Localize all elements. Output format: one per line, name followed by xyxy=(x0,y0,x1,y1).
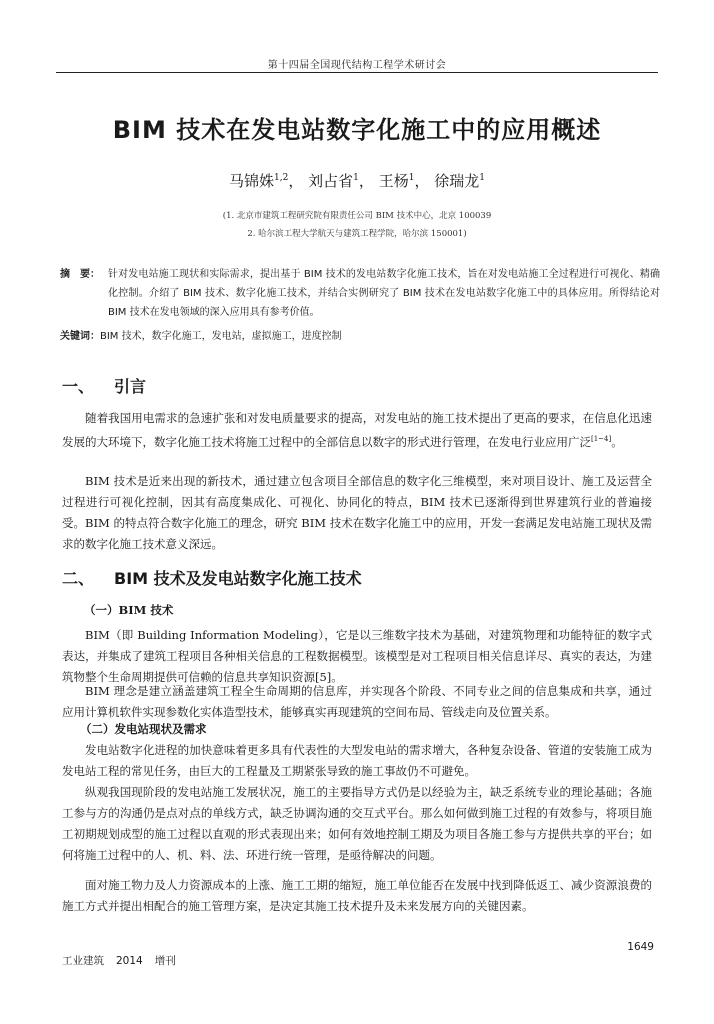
paragraph: 纵观我国现阶段的发电站施工发展状况，施工的主要指导方式仍是以经验为主，缺乏系统专业的理论基础；各施工参与方的沟通仍是点对点的单线方式，缺乏协调沟通的交互式平台。那么如何做到施工过程的有效参与，将项目施工初期规划成型的施工过程以直观的形式表现出来；如何有效地控制工期及为项目各施工参与方提供共享的平台；如何将施工过程中的人、机、料、法、环进行统一管理，是亟待解决的问题。 xyxy=(62,785,652,862)
journal-year: 2014 xyxy=(116,955,143,967)
paragraph: BIM 理念是建立涵盖建筑工程全生命周期的信息库，并实现各个阶段、不同专业之间的信息集成和共享，通过应用计算机软件实现参数化实体造型技术，能够真实再现建筑的空间布局、管线走向及位置关系。 xyxy=(62,684,652,719)
author-name: 王杨 xyxy=(378,172,409,190)
paragraph-text: 随着我国用电需求的急速扩张和对发电质量要求的提高，对发电站的施工技术提出了更高的要求，在信息化迅速发展的大环境下，数字化施工技术将施工过程中的全部信息以数字的形式进行管理，在发电行业应用广泛 xyxy=(62,411,652,449)
author-affil-mark: 1 xyxy=(408,173,415,183)
citation: [1~4] xyxy=(591,435,612,443)
section-title: 引言 xyxy=(114,377,147,396)
author-affil-mark: 1,2 xyxy=(274,173,289,183)
author-separator: ， xyxy=(414,172,430,190)
section-number: 二、 xyxy=(62,569,95,588)
subsection-heading-bim: （一）BIM 技术 xyxy=(84,603,174,617)
page-number: 1649 xyxy=(627,941,654,953)
author-name: 马锦姝 xyxy=(229,172,275,190)
running-head: 第十四届全国现代结构工程学术研讨会 xyxy=(267,60,447,71)
section-number: 一、 xyxy=(62,377,95,396)
paragraph: 面对施工物力及人力资源成本的上涨、施工工期的缩短，施工单位能否在发展中找到降低返工、减少资源浪费的施工方式并提出相配合的施工管理方案，是决定其施工技术提升及未来发展方向的关键因素。 xyxy=(62,878,652,913)
journal-name: 工业建筑 xyxy=(62,955,104,967)
keywords xyxy=(60,327,660,342)
paragraph: BIM 技术是近来出现的新技术，通过建立包含项目全部信息的数字化三维模型，来对项目设计、施工及运营全过程进行可视化控制，因其有高度集成化、可视化、协同化的特点，BIM 技术已逐渐得到世界建筑行业的普遍接受。BIM 的特点符合数字化施工的理念，研究 BIM 技术在数字化施工中的应用，开发一套满足发电站施工现状及需求的数字化施工技术意义深远。 xyxy=(62,474,652,551)
abstract-label: 摘 要： xyxy=(60,269,100,280)
keywords-label: 关键词： xyxy=(60,331,100,342)
journal-issue: 增刊 xyxy=(154,955,176,967)
section-title: BIM 技术及发电站数字化施工技术 xyxy=(114,569,362,588)
author-line xyxy=(0,170,714,191)
author-separator: ， xyxy=(288,172,304,190)
footer-journal xyxy=(62,953,188,968)
author-affil-mark: 1 xyxy=(479,173,485,183)
paragraph: 发电站数字化进程的加快意味着更多具有代表性的大型发电站的需求增大，各种复杂设备、管道的安装施工成为发电站工程的常见任务，由巨大的工程量及工期紧张导致的施工事故仍不可避免。 xyxy=(62,743,652,778)
affiliation-2: 2. 哈尔滨工程大学航天与建筑工程学院，哈尔滨 150001) xyxy=(247,229,467,239)
author-separator: ， xyxy=(358,172,374,190)
author-name: 刘占省 xyxy=(308,172,354,190)
affiliation-1: (1. 北京市建筑工程研究院有限责任公司 BIM 技术中心，北京 100039 xyxy=(222,211,492,221)
keywords-text: BIM 技术，数字化施工，发电站，虚拟施工，进度控制 xyxy=(100,331,342,342)
abstract xyxy=(60,265,660,322)
paragraph xyxy=(62,408,652,453)
paragraph-tail: 。 xyxy=(611,434,623,449)
header-rule xyxy=(56,72,658,73)
paragraph: BIM（即 Building Information Modeling），它是以三维数字技术为基础，对建筑物理和功能特征的数字式表达，并集成了建筑工程项目各种相关信息的工程数据模型。该模型是对工程项目相关信息详尽、真实的表达，为建筑物整个生命周期提供可信赖的信息共享知识资源[5]。 xyxy=(62,628,652,684)
section-heading-introduction xyxy=(62,374,146,397)
subsection-heading-status: （二）发电站现状及需求 xyxy=(80,722,207,736)
author-affil-mark: 1 xyxy=(353,173,359,183)
paper-title: BIM 技术在发电站数字化施工中的应用概述 xyxy=(112,116,602,144)
abstract-text: 针对发电站施工现状和实际需求，提出基于 BIM 技术的发电站数字化施工技术，旨在对发电站施工全过程进行可视化、精确化控制。介绍了 BIM 技术、数字化施工技术，并结合实例研究了 BIM 技术在发电站数字化施工中的具体应用。所得结论对 BIM 技术在发电领域的深入应用具有参考价值。 xyxy=(108,269,660,318)
section-heading-bim xyxy=(62,566,362,589)
author-name: 徐瑞龙 xyxy=(434,172,480,190)
